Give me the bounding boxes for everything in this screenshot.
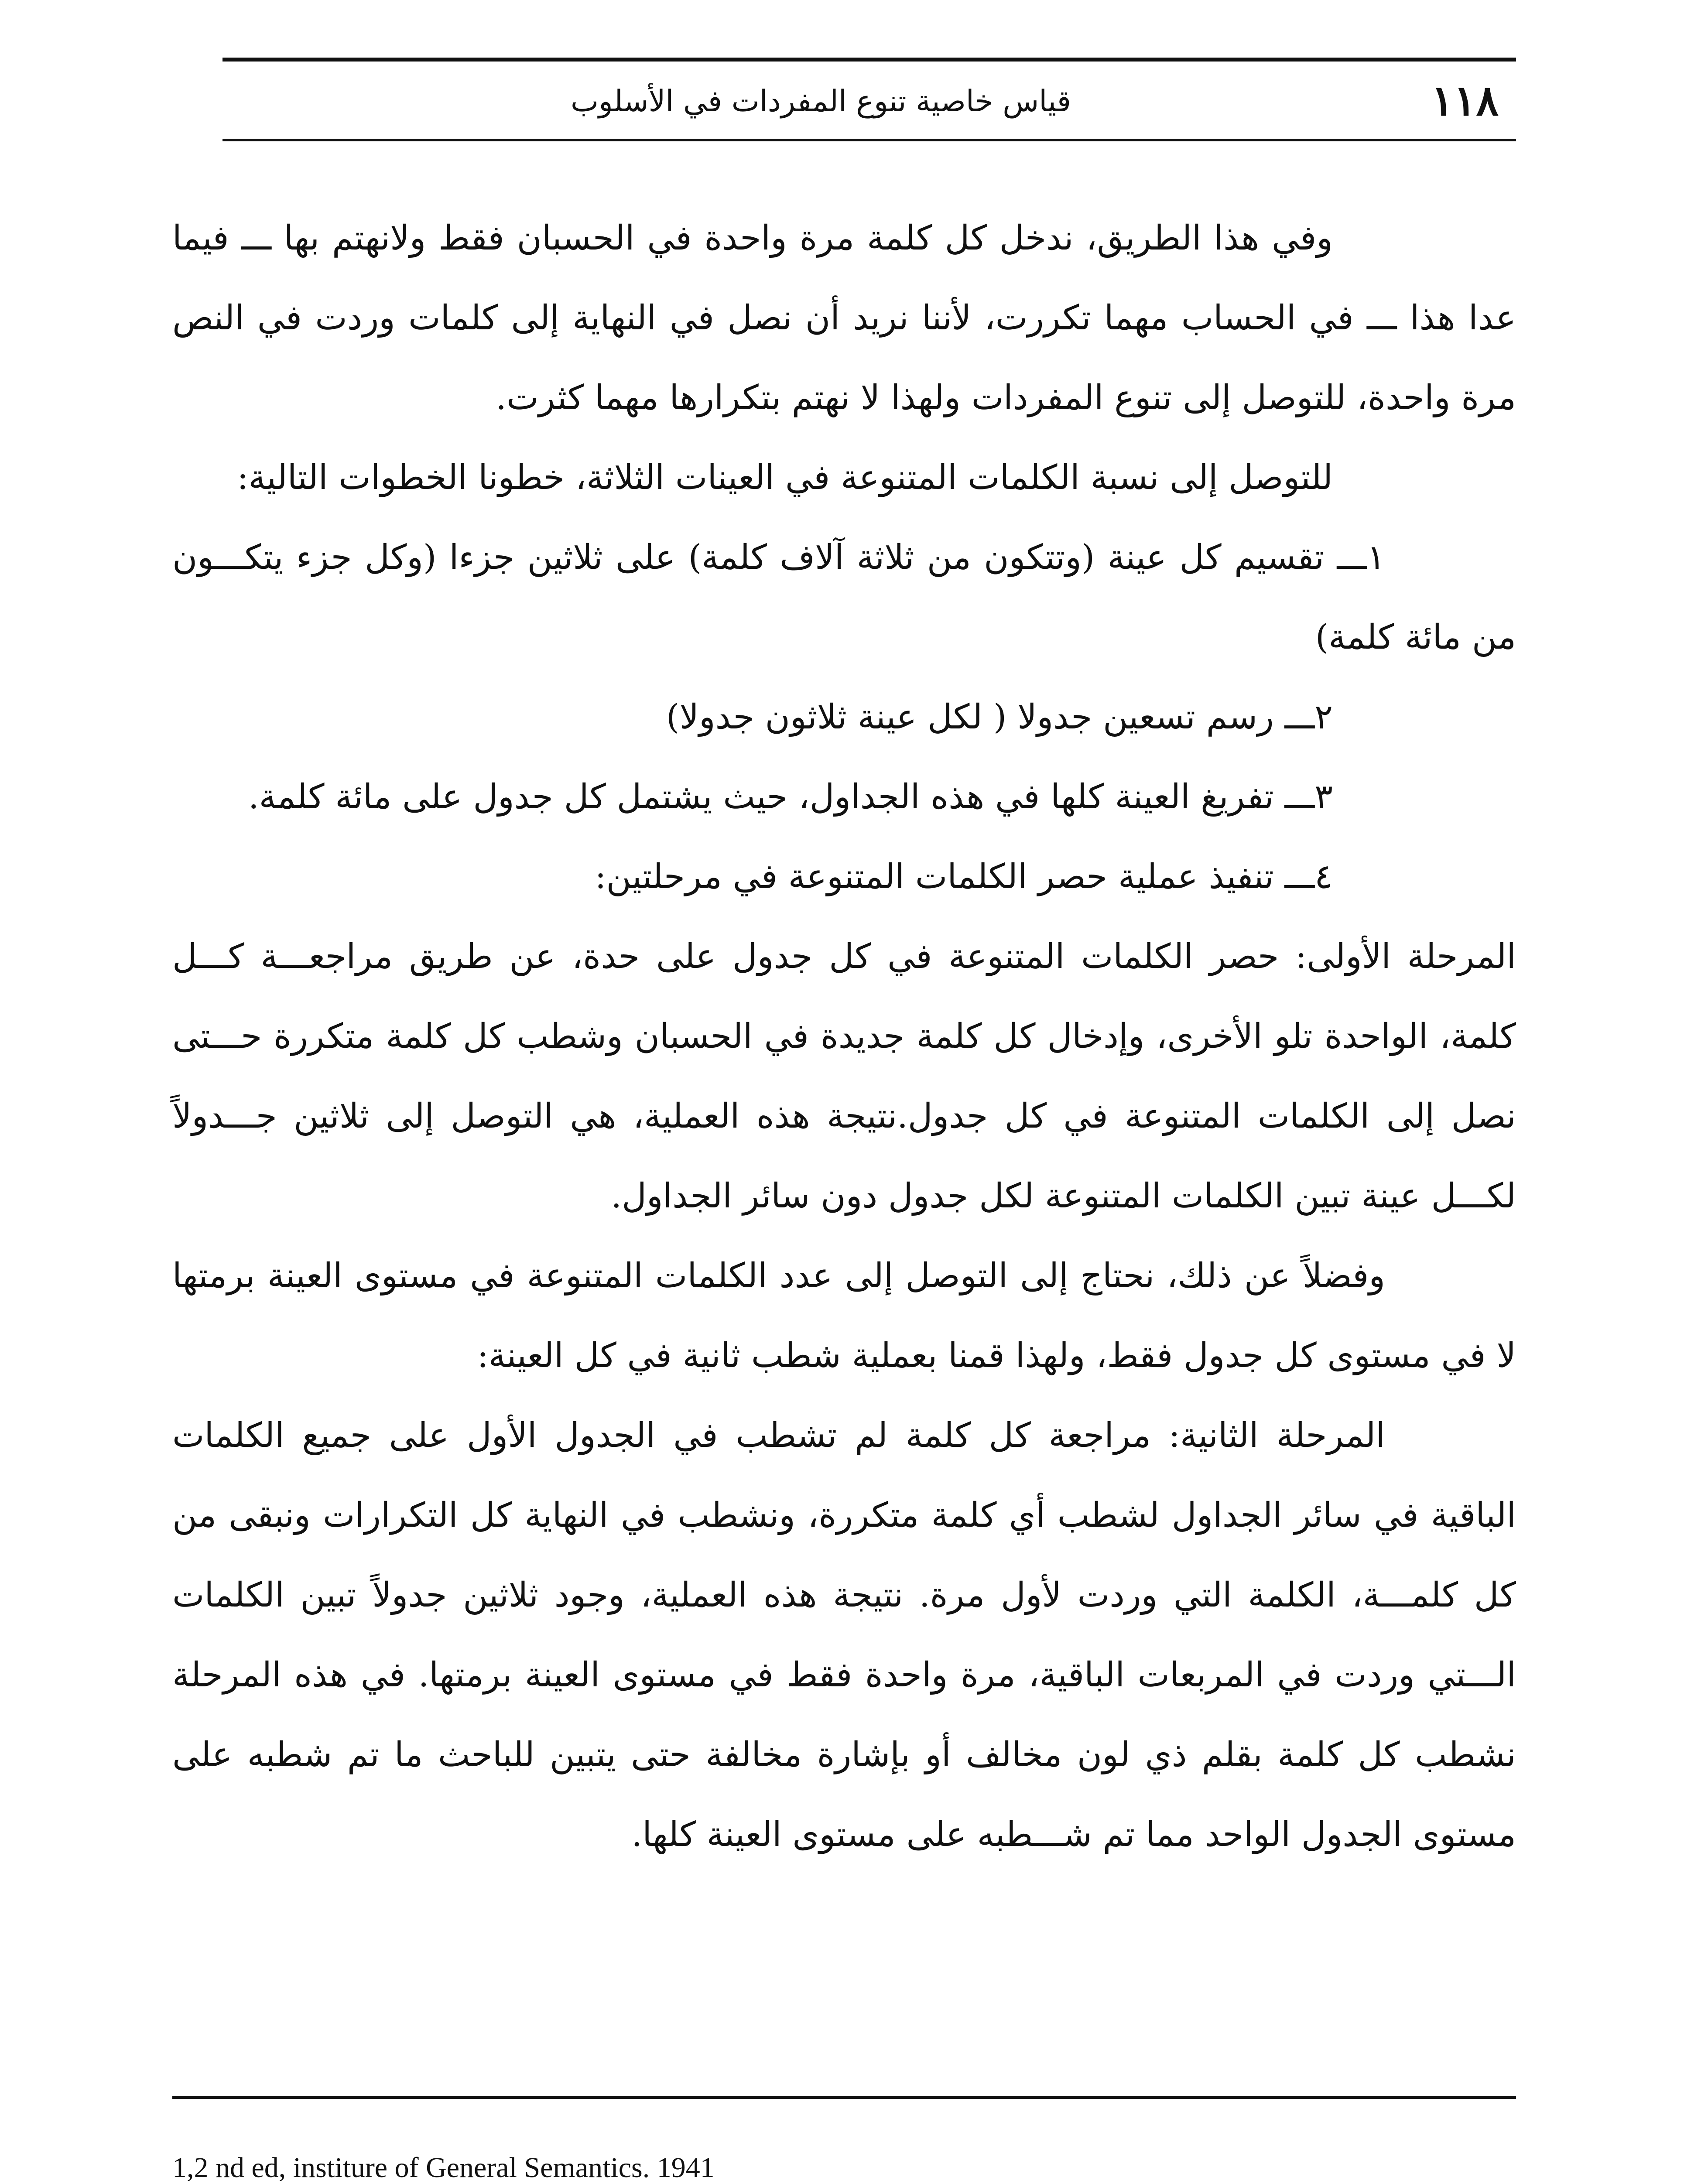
footnotes	[172, 2150, 1516, 2181]
step-3: ٣ـــ تفريغ العينة كلها في هذه الجداول، حيث يشتمل كل جدول على مائة كلمة.	[248, 777, 1333, 817]
paragraph-stage-2: المرحلة الثانية: مراجعة كل كلمة لم تشطب في الجدول الأول على جميع الكلمات الباقية في سائر الجداول لشطب أي كلمة متكررة، ونشطب في النهاية كل التكرارات ونبقى من كل كلمـــة، الكلمة التي وردت لأول مرة. نتيجة هذه العملية، وجود ثلاثين جدولاً تبين الكلمات الـــتي وردت في المربعات الباقية، مرة واحدة فقط في مستوى العينة برمتها. في هذه المرحلة نشطب كل كلمة بقلم ذي لون مخالف أو بإشارة مخالفة حتى يتبين للباحث ما تم شطبه على مستوى الجدول الواحد مما تم شـــطبه على مستوى العينة كلها.	[172, 1416, 1516, 1854]
paragraph-steps-intro: للتوصل إلى نسبة الكلمات المتنوعة في العينات الثلاثة، خطونا الخطوات التالية:	[237, 458, 1333, 497]
paragraph-sample-level: وفضلاً عن ذلك، نحتاج إلى التوصل إلى عدد الكلمات المتنوعة في مستوى العينة برمتها لا في مستوى كل جدول فقط، ولهذا قمنا بعملية شطب ثانية في كل العينة:	[172, 1256, 1516, 1375]
step-4: ٤ـــ تنفيذ عملية حصر الكلمات المتنوعة في مرحلتين:	[595, 857, 1333, 896]
paragraph-stage-1: المرحلة الأولى: حصر الكلمات المتنوعة في كل جدول على حدة، عن طريق مراجعـــة كـــل كلمة، الواحدة تلو الأخرى، وإدخال كل كلمة جديدة في الحسبان وشطب كل كلمة متكررة حـــتى نصل إلى الكلمات المتنوعة في كل جدول.نتيجة هذه العملية، هي التوصل إلى ثلاثين جـــدولاً لكـــل عينة تبين الكلمات المتنوعة لكل جدول دون سائر الجداول.	[172, 937, 1516, 1216]
footnote-rule	[172, 2096, 1516, 2099]
step-1: ١ـــ تقسيم كل عينة (وتتكون من ثلاثة آلاف كلمة) على ثلاثين جزءا (وكل جزء يتكـــون من مائة كلمة)	[172, 538, 1516, 657]
page-number: ١١٨	[1431, 76, 1499, 125]
running-title: قياس خاصية تنوع المفردات في الأسلوب	[571, 84, 1071, 119]
step-2: ٢ـــ رسم تسعين جدولا ( لكل عينة ثلاثون جدولا)	[666, 697, 1333, 737]
body-text	[172, 198, 1516, 1875]
paragraph-intro: وفي هذا الطريق، ندخل كل كلمة مرة واحدة في الحسبان فقط ولانهتم بها ـــ فيما عدا هذا ـــ في الحساب مهما تكررت، لأننا نريد أن نصل في النهاية إلى كلمات وردت في النص مرة واحدة، للتوصل إلى تنوع المفردات ولهذا لا نهتم بتكرارها مهما كثرت.	[172, 219, 1516, 417]
header-top-rule	[222, 58, 1516, 62]
header-bottom-rule	[222, 139, 1516, 141]
footnote-1: 1,2 nd ed, institure of General Semantics. 1941	[172, 2152, 715, 2181]
running-header	[222, 62, 1516, 139]
